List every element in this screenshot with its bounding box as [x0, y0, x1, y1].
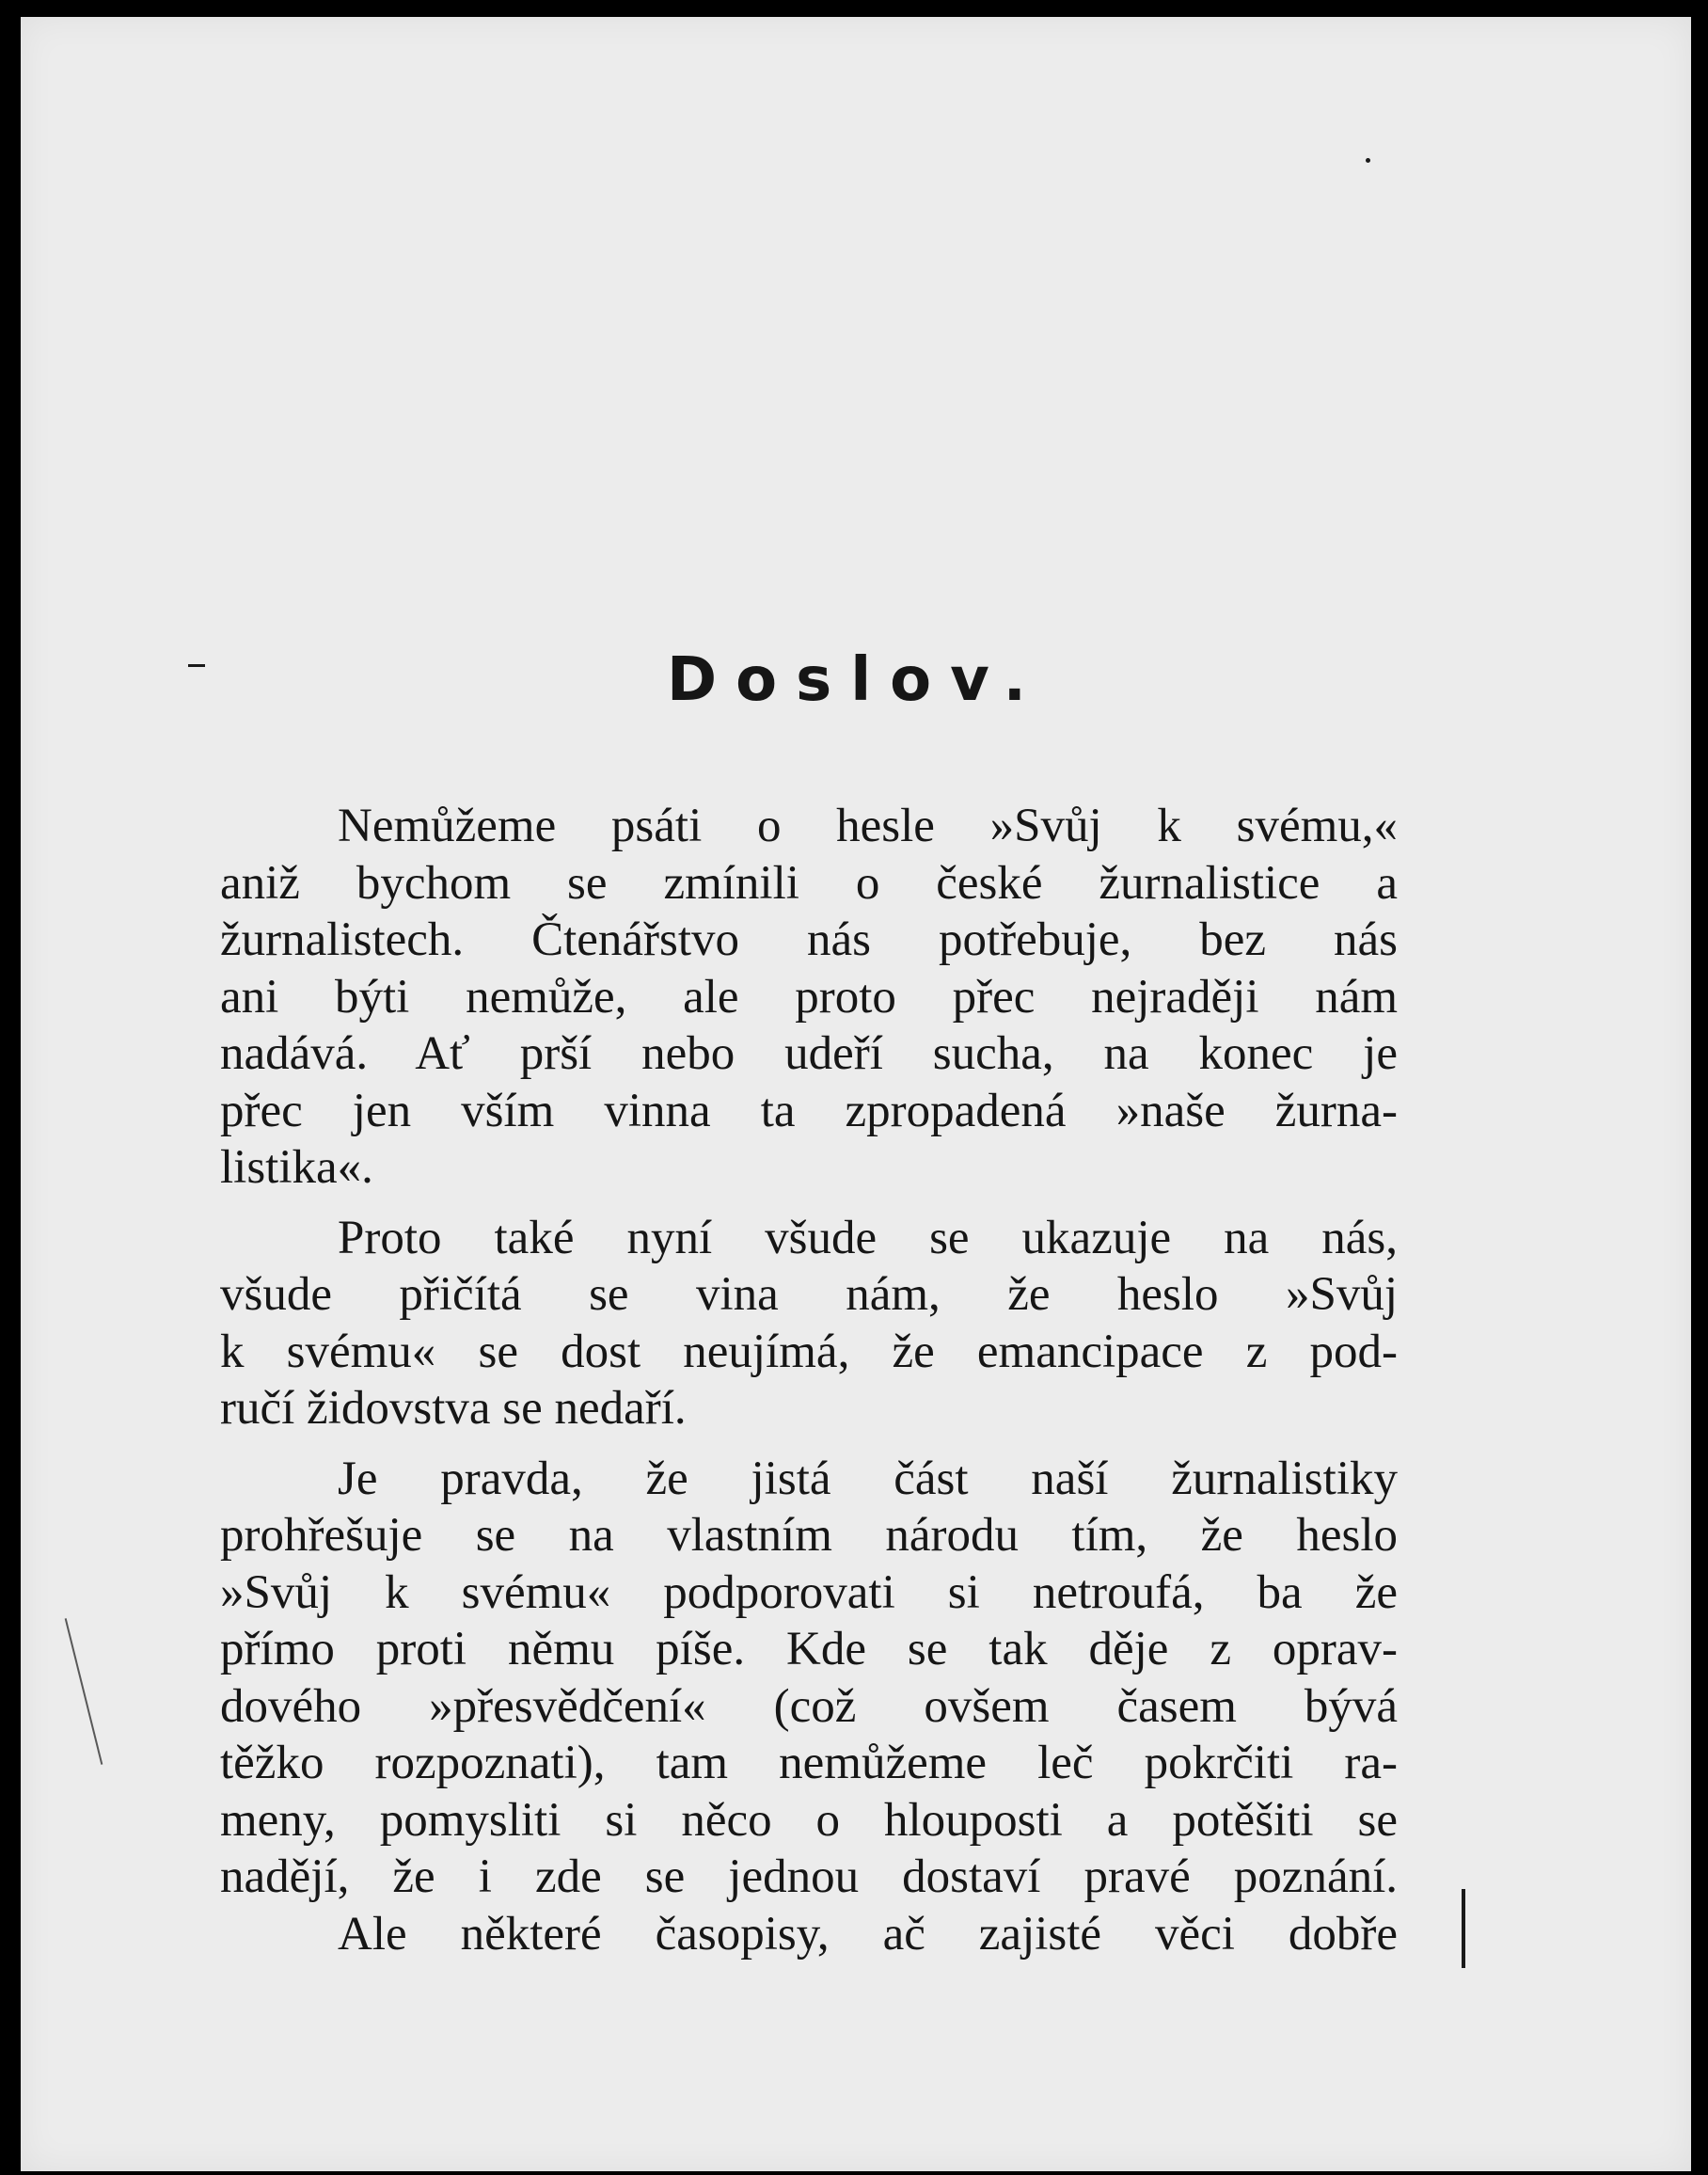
dash-mark	[188, 664, 205, 667]
vertical-mark	[1462, 1889, 1465, 1968]
page-title: Doslov.	[667, 645, 1045, 715]
text-line: přímo proti němu píše. Kde se tak děje z oprav-	[220, 1623, 1398, 1675]
text-line: dového »přesvědčení« (což ovšem časem bývá	[220, 1679, 1398, 1733]
text-line: Proto také nyní všude se ukazuje na nás,	[338, 1211, 1398, 1264]
text-line: k svému« se dost neujímá, že emancipace z pod-	[220, 1325, 1398, 1378]
text-line: všude přičítá se vina nám, že heslo »Svůj	[220, 1268, 1398, 1321]
paragraph-4	[220, 1906, 1398, 1963]
text-line: Je pravda, že jistá část naší žurnalistiky	[338, 1452, 1398, 1505]
speck-mark	[1366, 158, 1370, 163]
paragraph-2	[220, 1210, 1398, 1437]
paragraph-1	[220, 798, 1398, 1197]
text-line: aniž bychom se zmínili o české žurnalistice a	[220, 856, 1398, 910]
text-line: žurnalistech. Čtenářstvo nás potřebuje, bez nás	[220, 913, 1398, 966]
margin-line	[65, 1618, 103, 1765]
paragraph-3	[220, 1451, 1398, 1906]
text-line: meny, pomysliti si něco o hlouposti a potěšiti se	[220, 1793, 1398, 1847]
text-line: nadává. Ať prší nebo udeří sucha, na konec je	[220, 1027, 1398, 1080]
body-text	[220, 798, 1398, 1962]
text-line: ani býti nemůže, ale proto přec nejraději nám	[220, 970, 1398, 1024]
text-line: »Svůj k svému« podporovati si netroufá, ba že	[220, 1565, 1398, 1619]
text-line: ručí židovstva se nedaří.	[220, 1382, 687, 1435]
text-line: Nemůžeme psáti o hesle »Svůj k svému,«	[338, 800, 1398, 852]
text-line: prohřešuje se na vlastním národu tím, že heslo	[220, 1509, 1398, 1562]
book-page	[21, 17, 1691, 2171]
text-line: přec jen vším vinna ta zpropadená »naše žurna-	[220, 1084, 1398, 1137]
text-line: nadějí, že i zde se jednou dostaví pravé poznání.	[220, 1850, 1398, 1903]
text-line: listika«.	[220, 1141, 373, 1194]
text-line: těžko rozpoznati), tam nemůžeme leč pokrčiti ra-	[220, 1737, 1398, 1789]
text-line: Ale některé časopisy, ač zajisté věci dobře	[338, 1907, 1398, 1961]
